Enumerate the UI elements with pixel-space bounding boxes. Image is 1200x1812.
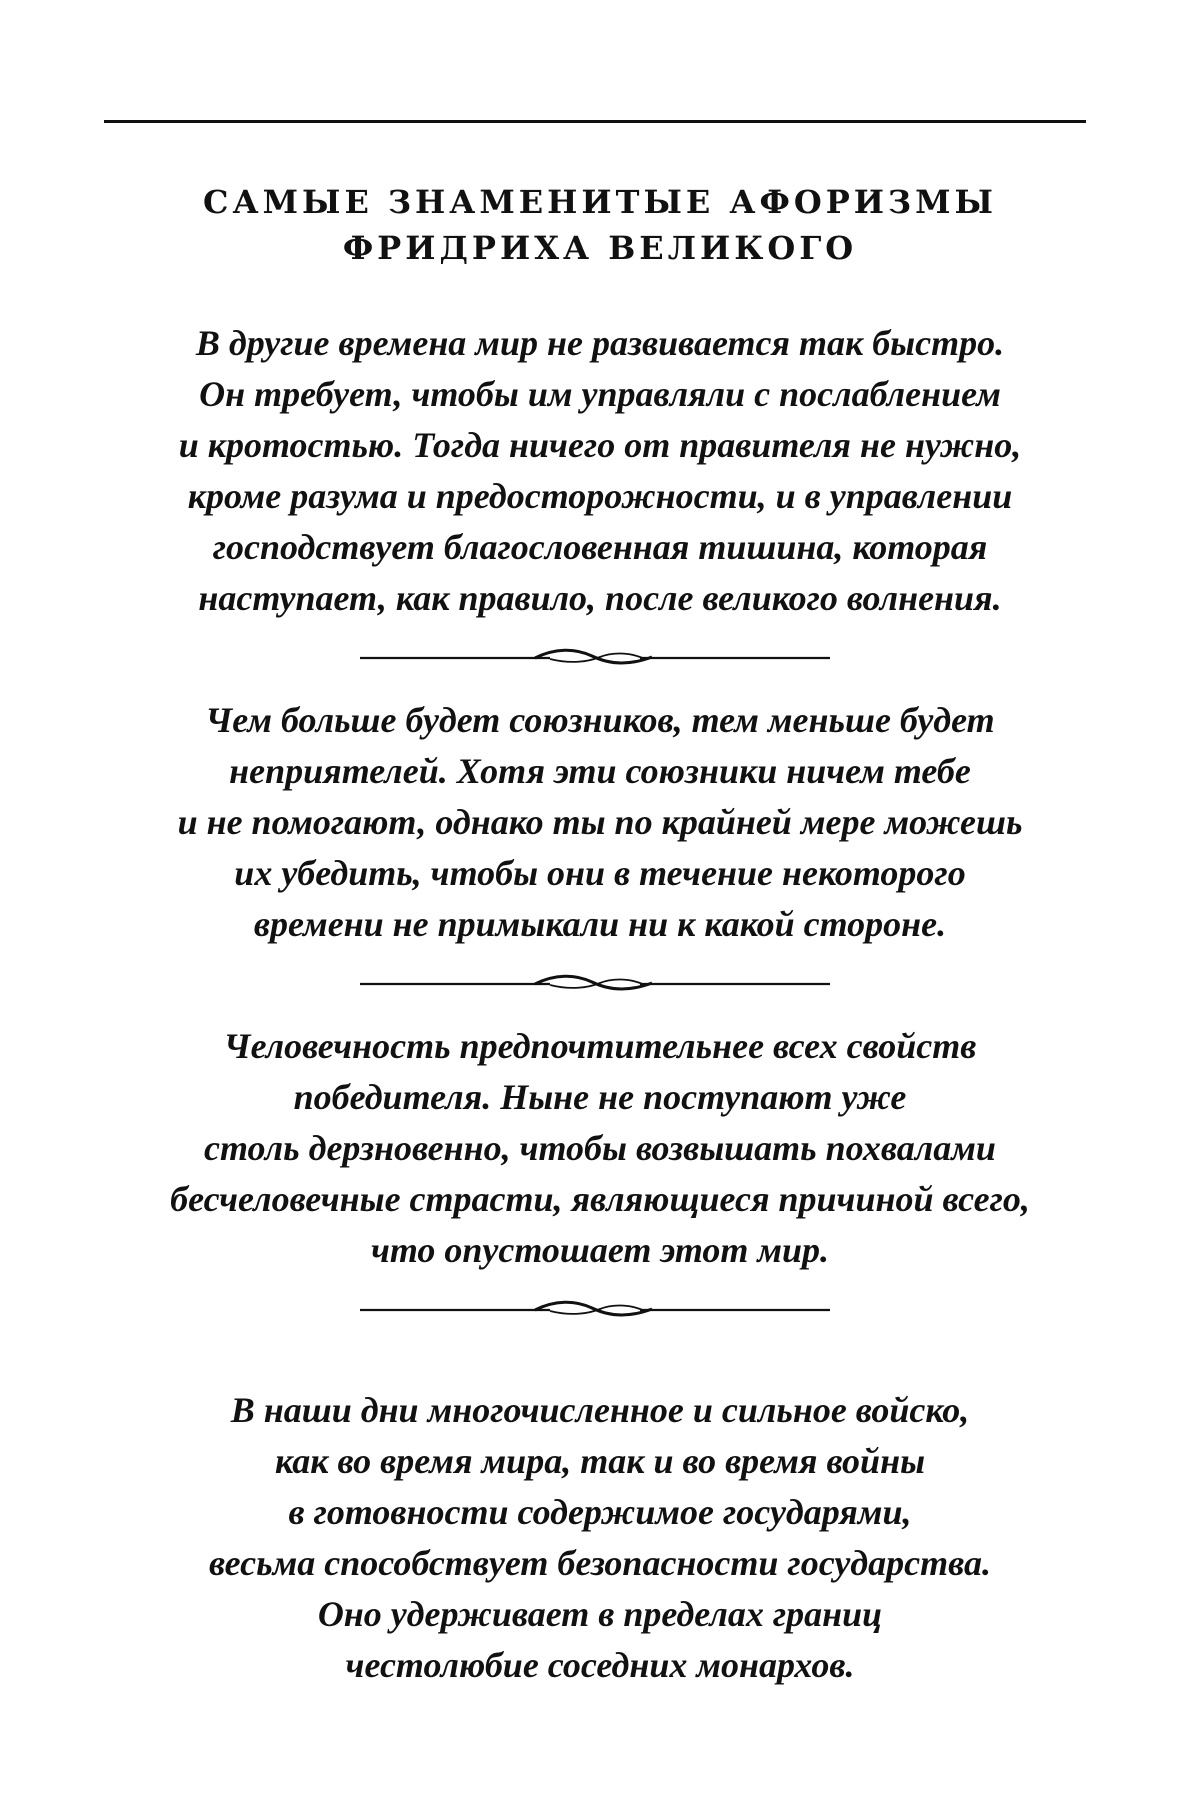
aphorism-line: Чем больше будет союзников, тем меньше будет xyxy=(205,700,995,740)
aphorism-1 xyxy=(0,318,1200,624)
aphorism-line: Он требует, чтобы им управляли с послаблением xyxy=(199,374,1001,414)
aphorism-3 xyxy=(0,1021,1200,1276)
aphorism-line: столь дерзновенно, чтобы возвышать похвалами xyxy=(204,1128,996,1168)
aphorism-line: их убедить, чтобы они в течение некоторого xyxy=(234,853,966,893)
aphorism-line: времени не примыкали ни к какой стороне. xyxy=(253,904,947,944)
page-title-line-1: САМЫЕ ЗНАМЕНИТЫЕ АФОРИЗМЫ xyxy=(203,183,997,221)
flourish-divider-icon xyxy=(360,646,830,670)
aphorism-2 xyxy=(0,695,1200,950)
aphorism-line: В другие времена мир не развивается так быстро. xyxy=(195,323,1005,363)
aphorism-line: и кротостью. Тогда ничего от правителя не нужно, xyxy=(178,425,1022,465)
aphorism-line: в готовности содержимое государями, xyxy=(288,1492,912,1532)
aphorism-line: бесчеловечные страсти, являющиеся причиной всего, xyxy=(170,1179,1030,1219)
page-title-line-2: ФРИДРИХА ВЕЛИКОГО xyxy=(342,229,858,267)
aphorism-line: весьма способствует безопасности государства. xyxy=(209,1543,991,1583)
aphorism-line: и не помогают, однако ты по крайней мере можешь xyxy=(177,802,1023,842)
top-rule xyxy=(104,120,1086,123)
aphorism-4 xyxy=(0,1385,1200,1691)
aphorism-line: победителя. Ныне не поступают уже xyxy=(293,1077,907,1117)
aphorism-line: честолюбие соседних монархов. xyxy=(345,1645,855,1685)
flourish-divider-icon xyxy=(360,972,830,996)
aphorism-line: как во время мира, так и во время войны xyxy=(274,1441,926,1481)
aphorism-line: кроме разума и предосторожности, и в управлении xyxy=(187,476,1013,516)
aphorism-line: господствует благословенная тишина, которая xyxy=(212,527,988,567)
aphorism-line: что опустошает этот мир. xyxy=(370,1230,830,1270)
aphorism-line: неприятелей. Хотя эти союзники ничем тебе xyxy=(229,751,971,791)
aphorism-line: В наши дни многочисленное и сильное войско, xyxy=(230,1390,970,1430)
aphorism-line: Оно удерживает в пределах границ xyxy=(317,1594,883,1634)
aphorism-line: наступает, как правило, после великого волнения. xyxy=(198,578,1002,618)
flourish-divider-icon xyxy=(360,1298,830,1322)
aphorism-line: Человечность предпочтительнее всех свойств xyxy=(223,1026,977,1066)
